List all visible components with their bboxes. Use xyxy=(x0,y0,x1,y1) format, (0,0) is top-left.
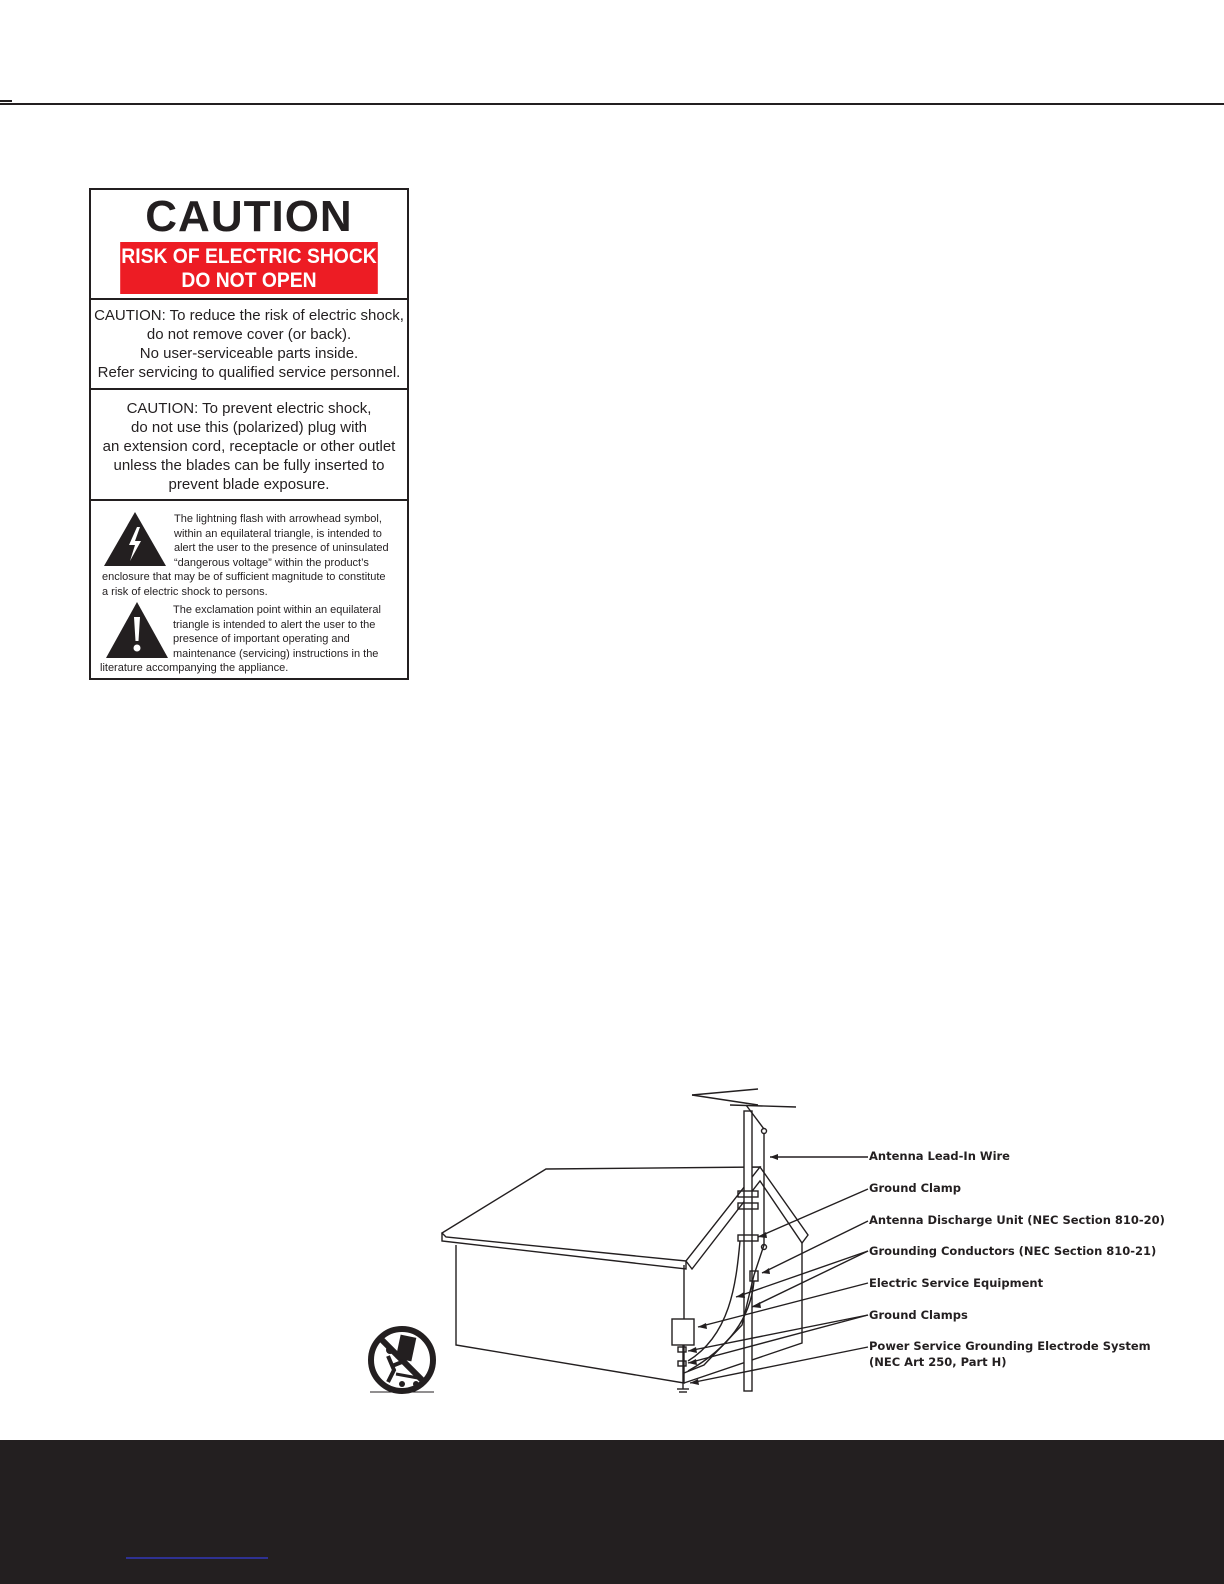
symbol-line: a risk of electric shock to persons. xyxy=(102,585,268,598)
caution-line: do not remove cover (or back). xyxy=(146,326,352,343)
caution-title: CAUTION xyxy=(145,192,353,241)
header-tick xyxy=(0,100,12,102)
label-ground-clamp: Ground Clamp xyxy=(869,1181,961,1195)
lightning-description xyxy=(174,512,389,570)
caution-label xyxy=(89,188,409,680)
exclamation-warning-icon xyxy=(105,601,169,659)
symbol-line: The lightning flash with arrowhead symbol, xyxy=(174,513,382,525)
risk-banner xyxy=(120,242,378,294)
symbol-line: maintenance (servicing) instructions in the xyxy=(173,647,379,660)
symbol-explanations xyxy=(91,501,407,682)
symbol-line: enclosure that may be of sufficient magnitude to constitute xyxy=(102,571,386,583)
label-electric-service-equipment: Electric Service Equipment xyxy=(869,1276,1044,1290)
label-antenna-discharge-unit: Antenna Discharge Unit (NEC Section 810-20) xyxy=(869,1213,1165,1227)
symbol-line: within an equilateral triangle, is intended to xyxy=(174,527,382,540)
caution-section-cover xyxy=(91,300,407,390)
header-rule xyxy=(0,103,1224,105)
lightning-warning-icon xyxy=(103,511,167,567)
symbol-line: presence of important operating and xyxy=(173,633,350,645)
label-power-service-grounding: Power Service Grounding Electrode System xyxy=(869,1339,1151,1353)
symbol-line: “dangerous voltage” within the product’s xyxy=(174,556,369,569)
caution-line: CAUTION: To prevent electric shock, xyxy=(126,400,372,417)
lightning-description-tail xyxy=(102,570,386,599)
exclamation-description xyxy=(173,603,381,661)
caution-line: do not use this (polarized) plug with xyxy=(131,419,367,436)
caution-line: prevent blade exposure. xyxy=(168,476,330,493)
footer-band xyxy=(0,1440,1224,1584)
symbol-line: literature accompanying the appliance. xyxy=(100,662,289,674)
caution-line: an extension cord, receptacle or other outlet xyxy=(102,438,396,455)
symbol-line: alert the user to the presence of uninsulated xyxy=(174,542,389,554)
exclamation-description-tail xyxy=(100,661,288,676)
label-antenna-lead-in: Antenna Lead-In Wire xyxy=(869,1149,1010,1163)
caution-line: CAUTION: To reduce the risk of electric shock, xyxy=(94,307,404,324)
footer-link-underline[interactable] xyxy=(126,1557,268,1559)
symbol-line: triangle is intended to alert the user to the xyxy=(173,618,376,631)
label-ground-clamps: Ground Clamps xyxy=(869,1308,968,1322)
risk-banner-line: DO NOT OPEN xyxy=(181,269,317,292)
label-grounding-conductors: Grounding Conductors (NEC Section 810-21) xyxy=(869,1244,1157,1258)
label-nec-art-250: (NEC Art 250, Part H) xyxy=(869,1355,1007,1369)
cart-tip-over-icon xyxy=(368,1326,436,1394)
caution-section-plug xyxy=(91,390,407,501)
caution-header xyxy=(91,190,407,300)
caution-line: No user-serviceable parts inside. xyxy=(139,345,359,362)
symbol-line: The exclamation point within an equilateral xyxy=(173,604,381,616)
risk-banner-line: RISK OF ELECTRIC SHOCK xyxy=(121,245,377,268)
caution-line: Refer servicing to qualified service personnel. xyxy=(97,364,401,381)
caution-line: unless the blades can be fully inserted to xyxy=(113,457,385,474)
